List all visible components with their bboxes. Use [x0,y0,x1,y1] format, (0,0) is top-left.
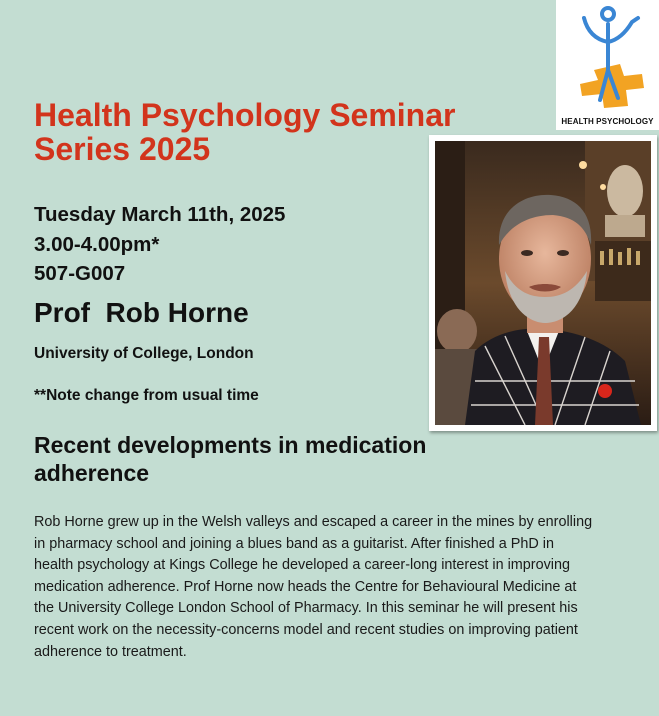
logo [556,0,659,130]
event-date: Tuesday March 11th, 2025 [34,203,286,226]
health-psychology-figure-icon [564,4,652,114]
talk-title: Recent developments in medication adherence [34,432,427,486]
logo-caption: HEALTH PSYCHOLOGY [561,117,654,126]
time-change-note: **Note change from usual time [34,387,259,404]
speaker-photo [429,135,657,431]
event-room: 507-G007 [34,262,126,285]
event-time: 3.00-4.00pm* [34,233,160,256]
speaker-portrait-image [435,141,651,425]
page-title: Health Psychology Seminar Series 2025 [34,97,456,167]
speaker-bio: Rob Horne grew up in the Welsh valleys and escaped a career in the mines by enrolling in pharmacy school and joining a blues band as a guitarist. After finished a PhD in health psychology at Kings College he developed a career-long interest in improving medication adherence. Prof Horne now heads the Centre for Behavioural Medicine at the University College London School of Pharmacy. In this seminar he will present his recent work on the necessity-concerns model and recent studies on improving patient adherence to treatment. [34,514,593,660]
speaker-name: Prof Rob Horne [34,297,249,328]
speaker-affiliation: University of College, London [34,345,254,362]
